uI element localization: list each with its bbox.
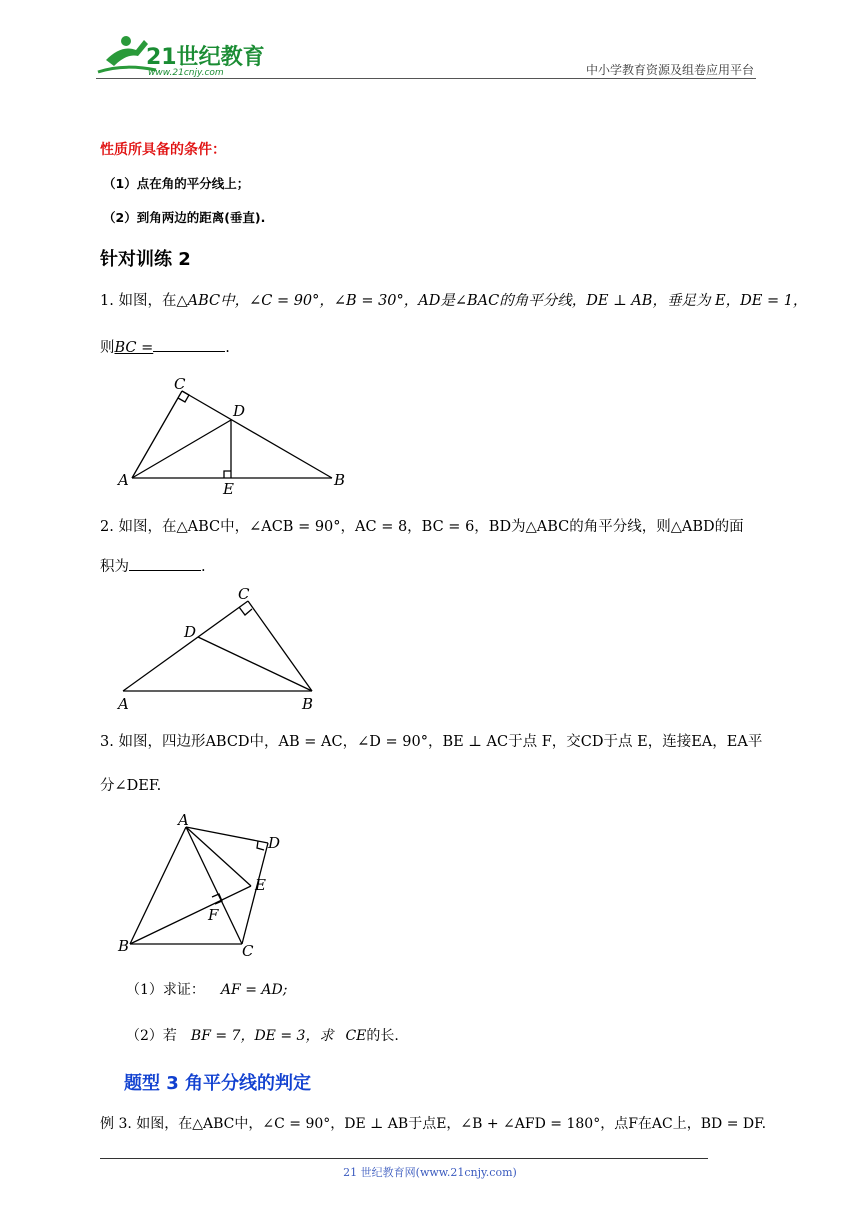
q3-sub1-math: AF = AD; <box>220 982 288 998</box>
type-title: 题型 3 角平分线的判定 <box>124 1073 312 1094</box>
q1-segment-ad <box>132 420 231 478</box>
q3-sub2-prefix: （2）若 <box>126 1028 177 1044</box>
q1-label-c: C <box>174 375 186 393</box>
q3-label-a: A <box>178 811 189 829</box>
q1-label-a: A <box>118 471 129 489</box>
q3-sub1 <box>126 979 287 999</box>
q2-period: . <box>201 559 206 575</box>
q1-prefix: 1. 如图，在 <box>100 293 177 309</box>
q1-line2-prefix: 则 <box>100 340 115 356</box>
site-logo <box>96 32 266 78</box>
q3-figure <box>112 808 312 963</box>
q3-segment-be <box>130 886 251 944</box>
condition-item-1: （1）点在角的平分线上； <box>103 176 250 191</box>
q1-condition: △ABC中，∠C = 90°，∠B = 30°，AD是∠BAC的角平分线，DE ⊥ AB，垂足为 E，DE = 1， <box>176 293 808 309</box>
q3-line1: 3. 如图，四边形ABCD中，AB = AC，∠D = 90°，BE ⊥ AC于点 F，交CD于点 E，连接EA，EA平 <box>100 734 763 750</box>
q3-label-d: D <box>268 834 281 852</box>
footer-text: 21 世纪教育网(www.21cnjy.com) <box>343 1166 517 1179</box>
q3-sub2-math: BF = 7，DE = 3，求 <box>190 1028 334 1044</box>
q1-side-cb <box>182 391 332 478</box>
q1-right-angle-e <box>224 471 231 478</box>
q3-sub2-math2: CE <box>345 1028 367 1044</box>
q2-right-angle-c <box>239 607 252 615</box>
q2-figure <box>110 582 330 712</box>
example3-text: 例 3. 如图，在△ABC中，∠C = 90°，DE ⊥ AB于点E，∠B + ∠AFD = 180°，点F在AC上，BD = DF. <box>100 1116 767 1132</box>
q3-segment-ae <box>186 827 251 886</box>
conditions-title: 性质所具备的条件： <box>100 142 226 158</box>
q2-label-d: D <box>184 623 197 641</box>
header-divider <box>96 78 756 79</box>
header-platform-text: 中小学教育资源及组卷应用平台 <box>585 63 754 77</box>
q3-side-ab <box>130 827 186 944</box>
q3-label-b: B <box>118 937 130 955</box>
q2-line2-prefix: 积为 <box>100 559 129 575</box>
q3-sub1-prefix: （1）求证： <box>126 982 205 998</box>
q1-answer-blank[interactable] <box>153 337 225 352</box>
section-title: 针对训练 2 <box>100 249 191 270</box>
logo-url: www.21cnjy.com <box>148 68 224 78</box>
q2-segment-bd <box>198 637 312 691</box>
q2-line2 <box>100 556 206 577</box>
q2-side-ac <box>123 601 248 691</box>
q1-line2 <box>100 337 230 358</box>
q3-diagonal-ac <box>186 827 242 944</box>
q1-line1 <box>100 291 807 311</box>
q2-answer-blank[interactable] <box>129 556 201 571</box>
q2-label-b: B <box>302 695 314 712</box>
q2-side-cb <box>248 601 312 691</box>
q2-label-c: C <box>238 585 250 603</box>
q3-line2: 分∠DEF. <box>100 778 162 794</box>
q3-label-f: F <box>208 906 219 924</box>
q1-label-b: B <box>334 471 346 489</box>
q3-sub2-suffix: 的长. <box>366 1028 399 1044</box>
q3-label-e: E <box>255 876 266 894</box>
q1-side-ac <box>132 391 182 478</box>
logo-text: 21世纪教育 <box>146 45 265 70</box>
q1-answer-label: BC = <box>114 340 154 356</box>
footer-divider <box>100 1158 708 1159</box>
q1-label-d: D <box>233 402 246 420</box>
q3-side-ad <box>186 827 268 843</box>
condition-item-2: （2）到角两边的距离(垂直). <box>103 210 266 225</box>
q1-label-e: E <box>223 480 234 497</box>
q1-figure <box>110 372 360 497</box>
q2-line1: 2. 如图，在△ABC中，∠ACB = 90°，AC = 8，BC = 6，BD为△ABC的角平分线，则△ABD的面 <box>100 519 744 535</box>
q1-period: . <box>225 340 230 356</box>
q2-label-a: A <box>118 695 129 712</box>
q3-sub2 <box>126 1025 399 1045</box>
q3-label-c: C <box>242 942 254 960</box>
q3-right-angle-f <box>212 894 222 904</box>
